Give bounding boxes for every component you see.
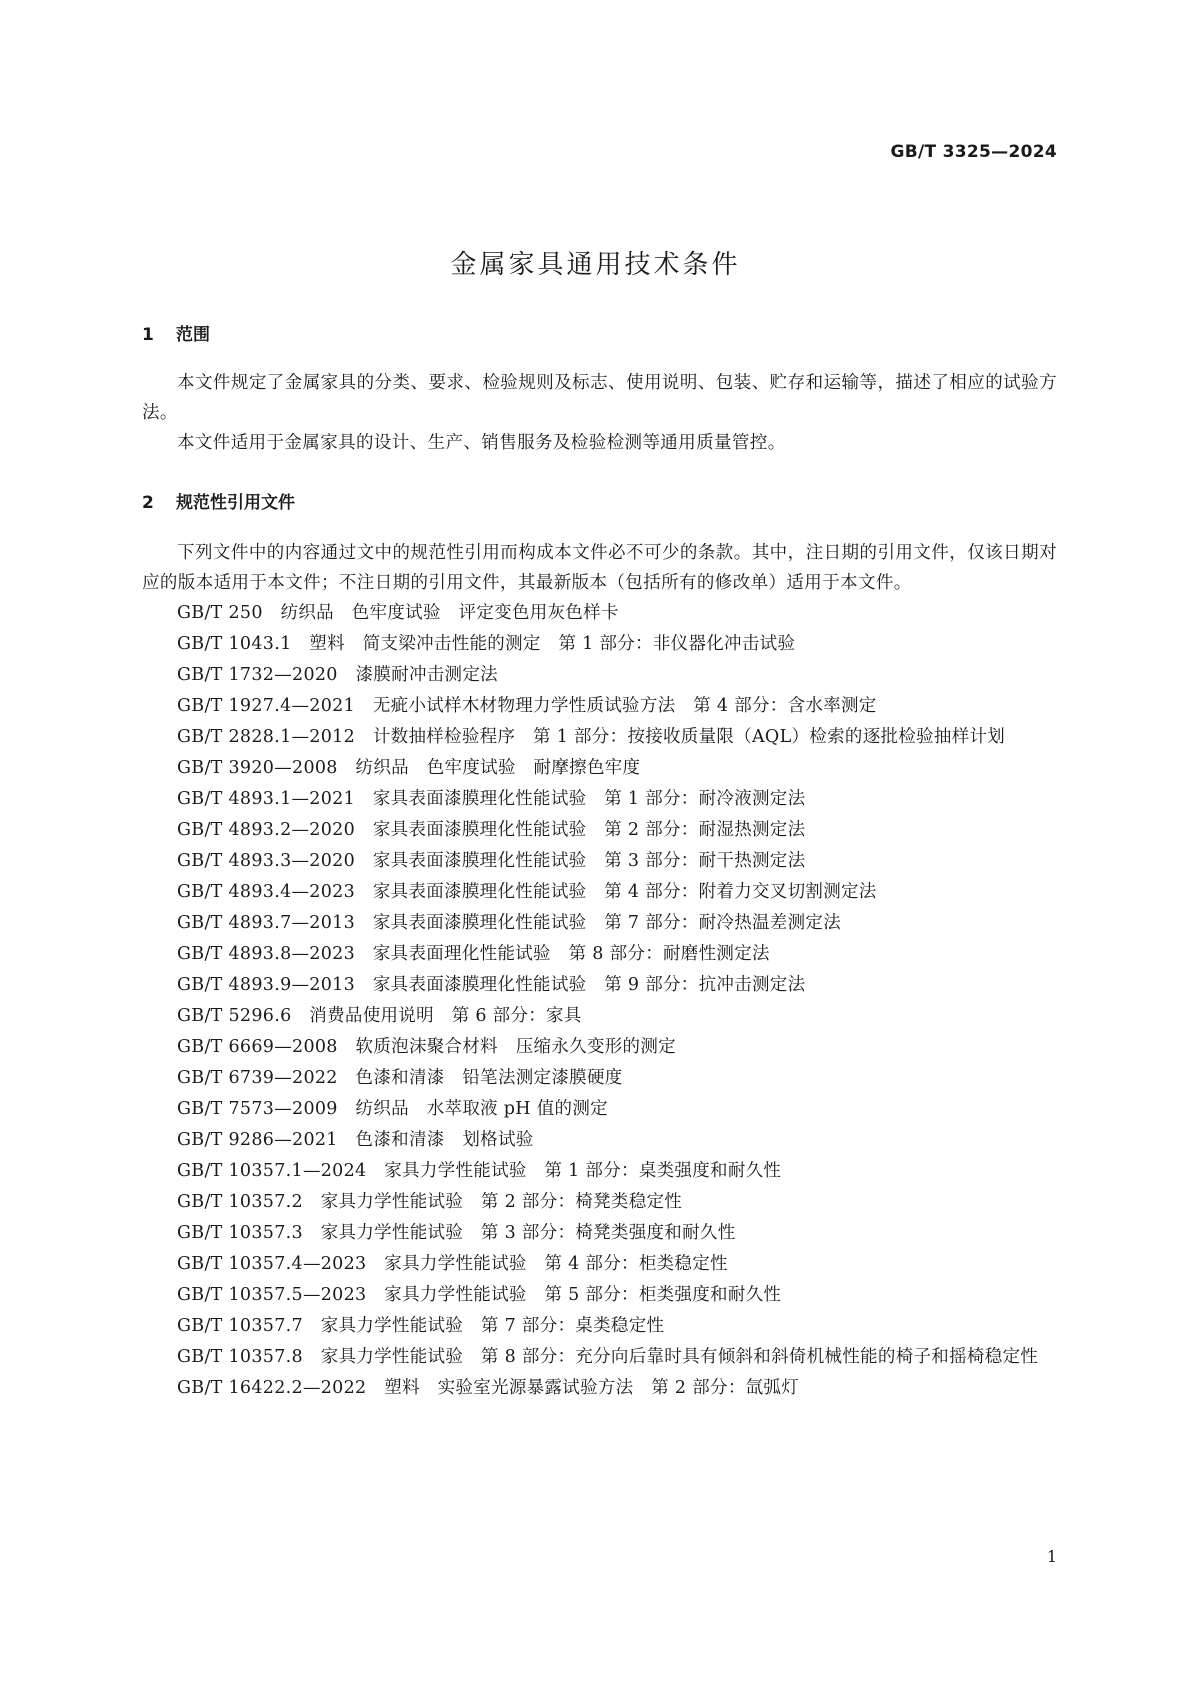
scope-paragraph: 本文件适用于金属家具的设计、生产、销售服务及检验检测等通用质量管控。 xyxy=(177,433,786,453)
section-title: 范围 xyxy=(176,325,210,345)
reference-item: GB/T 4893.3—2020 家具表面漆膜理化性能试验 第 3 部分：耐干热测定法 xyxy=(177,851,806,871)
page-number: 1 xyxy=(1046,1547,1057,1566)
reference-item: GB/T 6739—2022 色漆和清漆 铅笔法测定漆膜硬度 xyxy=(177,1068,623,1088)
section-title: 规范性引用文件 xyxy=(176,493,295,513)
reference-item: GB/T 10357.7 家具力学性能试验 第 7 部分：桌类稳定性 xyxy=(177,1316,665,1336)
reference-item: GB/T 1927.4—2021 无疵小试样木材物理力学性质试验方法 第 4 部分：含水率测定 xyxy=(177,696,877,716)
reference-item: GB/T 10357.5—2023 家具力学性能试验 第 5 部分：柜类强度和耐久性 xyxy=(177,1285,782,1305)
reference-item: GB/T 7573—2009 纺织品 水萃取液 pH 值的测定 xyxy=(177,1099,608,1119)
reference-item: GB/T 10357.1—2024 家具力学性能试验 第 1 部分：桌类强度和耐久性 xyxy=(177,1161,782,1181)
reference-item: GB/T 1732—2020 漆膜耐冲击测定法 xyxy=(177,665,498,685)
section-number: 1 xyxy=(142,325,154,345)
reference-item: GB/T 4893.4—2023 家具表面漆膜理化性能试验 第 4 部分：附着力交叉切割测定法 xyxy=(177,882,877,902)
reference-list xyxy=(142,598,1057,1404)
reference-item: GB/T 16422.2—2022 塑料 实验室光源暴露试验方法 第 2 部分：氙弧灯 xyxy=(177,1378,800,1398)
reference-item: GB/T 1043.1 塑料 简支梁冲击性能的测定 第 1 部分：非仪器化冲击试验 xyxy=(177,634,796,654)
section-1-body xyxy=(142,368,1057,458)
reference-item: GB/T 10357.4—2023 家具力学性能试验 第 4 部分：柜类稳定性 xyxy=(177,1254,728,1274)
reference-item: GB/T 5296.6 消费品使用说明 第 6 部分：家具 xyxy=(177,1006,582,1026)
reference-item: GB/T 2828.1—2012 计数抽样检验程序 第 1 部分：按接收质量限（AQL）检索的逐批检验抽样计划 xyxy=(177,727,1006,747)
references-intro: 下列文件中的内容通过文中的规范性引用而构成本文件必不可少的条款。其中，注日期的引用文件，仅该日期对应的版本适用于本文件；不注日期的引用文件，其最新版本（包括所有的修改单）适用于本文件。 xyxy=(142,543,1057,593)
reference-item: GB/T 9286—2021 色漆和清漆 划格试验 xyxy=(177,1130,534,1150)
reference-item: GB/T 6669—2008 软质泡沫聚合材料 压缩永久变形的测定 xyxy=(177,1037,676,1057)
section-2-heading xyxy=(142,488,295,513)
reference-item: GB/T 4893.1—2021 家具表面漆膜理化性能试验 第 1 部分：耐冷液测定法 xyxy=(177,789,806,809)
reference-item: GB/T 10357.8 家具力学性能试验 第 8 部分：充分向后靠时具有倾斜和斜倚机械性能的椅子和摇椅稳定性 xyxy=(177,1347,1039,1367)
reference-item: GB/T 4893.8—2023 家具表面理化性能试验 第 8 部分：耐磨性测定法 xyxy=(177,944,770,964)
reference-item: GB/T 10357.2 家具力学性能试验 第 2 部分：椅凳类稳定性 xyxy=(177,1192,683,1212)
reference-item: GB/T 250 纺织品 色牢度试验 评定变色用灰色样卡 xyxy=(177,603,619,623)
section-2-body xyxy=(142,538,1057,1404)
reference-item: GB/T 4893.2—2020 家具表面漆膜理化性能试验 第 2 部分：耐湿热测定法 xyxy=(177,820,806,840)
section-number: 2 xyxy=(142,493,154,513)
scope-paragraph: 本文件规定了金属家具的分类、要求、检验规则及标志、使用说明、包装、贮存和运输等，描述了相应的试验方法。 xyxy=(142,373,1057,423)
section-1-heading xyxy=(142,320,210,345)
reference-item: GB/T 3920—2008 纺织品 色牢度试验 耐摩擦色牢度 xyxy=(177,758,641,778)
document-title: 金属家具通用技术条件 xyxy=(450,250,741,280)
reference-item: GB/T 4893.9—2013 家具表面漆膜理化性能试验 第 9 部分：抗冲击测定法 xyxy=(177,975,806,995)
reference-item: GB/T 4893.7—2013 家具表面漆膜理化性能试验 第 7 部分：耐冷热温差测定法 xyxy=(177,913,841,933)
standard-code: GB/T 3325—2024 xyxy=(890,142,1057,162)
reference-item: GB/T 10357.3 家具力学性能试验 第 3 部分：椅凳类强度和耐久性 xyxy=(177,1223,736,1243)
